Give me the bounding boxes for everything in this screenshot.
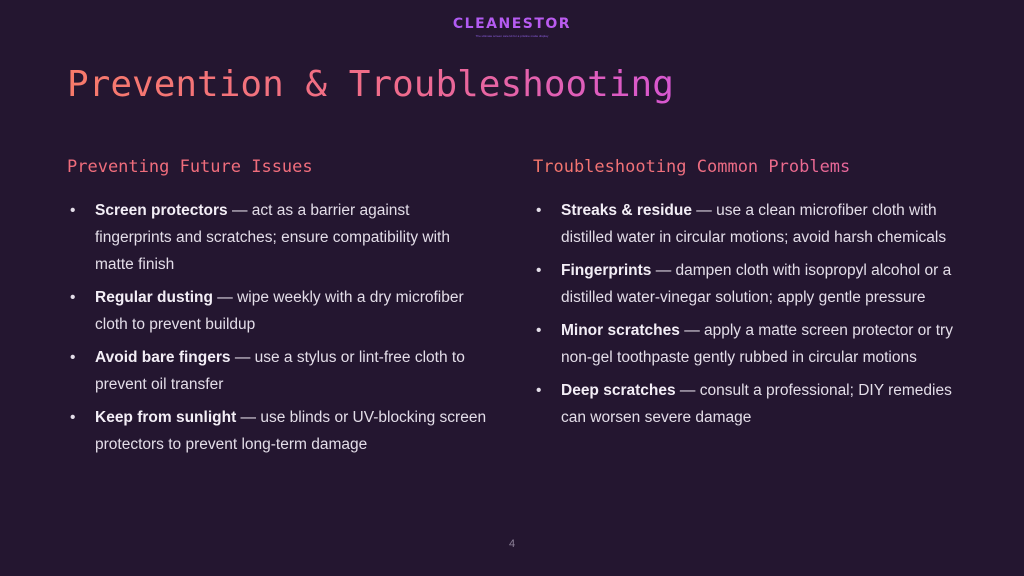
bullet-icon: • (536, 322, 542, 339)
item-text: — act as a barrier against fingerprints and scratches; ensure compatibility with matte finish (95, 202, 450, 273)
logo-tagline: The ultimate screen care kit for a pristine matte display (475, 34, 549, 38)
troubleshooting-column (533, 155, 963, 437)
troubleshooting-list (533, 197, 963, 431)
prevention-column (67, 155, 487, 464)
slide-title: Prevention & Troubleshooting (67, 62, 674, 108)
item-term: Keep from sunlight (95, 409, 237, 426)
list-item (533, 257, 963, 311)
item-term: Deep scratches (561, 382, 676, 399)
item-text: — wipe weekly with a dry microfiber cloth to prevent buildup (95, 289, 464, 333)
list-item (533, 317, 963, 371)
item-term: Streaks & residue (561, 202, 692, 219)
item-term: Regular dusting (95, 289, 213, 306)
prevention-list (67, 197, 487, 458)
prevention-heading: Preventing Future Issues (67, 157, 313, 177)
item-term: Fingerprints (561, 262, 652, 279)
list-item (67, 344, 487, 398)
list-item (67, 404, 487, 458)
item-term: Avoid bare fingers (95, 349, 231, 366)
bullet-icon: • (70, 202, 76, 219)
bullet-icon: • (536, 382, 542, 399)
list-item (67, 284, 487, 338)
page-number: 4 (508, 538, 516, 550)
item-text: — use a clean microfiber cloth with distilled water in circular motions; avoid harsh chemicals (561, 202, 947, 246)
bullet-icon: • (536, 202, 542, 219)
brand-logo (0, 15, 1024, 38)
list-item (533, 197, 963, 251)
list-item (67, 197, 487, 278)
item-text: — use a stylus or lint-free cloth to prevent oil transfer (95, 349, 465, 393)
logo-wordmark: CLEANESTOR (0, 15, 1024, 33)
troubleshooting-heading: Troubleshooting Common Problems (533, 155, 963, 179)
item-text: — dampen cloth with isopropyl alcohol or a distilled water-vinegar solution; apply gentle pressure (561, 262, 952, 306)
item-text: — apply a matte screen protector or try non-gel toothpaste gently rubbed in circular motions (561, 322, 953, 366)
bullet-icon: • (70, 349, 76, 366)
bullet-icon: • (70, 409, 76, 426)
item-text: — consult a professional; DIY remedies can worsen severe damage (561, 382, 952, 426)
item-text: — use blinds or UV-blocking screen protectors to prevent long-term damage (95, 409, 487, 453)
list-item (533, 377, 963, 431)
item-term: Screen protectors (95, 202, 228, 219)
bullet-icon: • (536, 262, 542, 279)
item-term: Minor scratches (561, 322, 680, 339)
bullet-icon: • (70, 289, 76, 306)
